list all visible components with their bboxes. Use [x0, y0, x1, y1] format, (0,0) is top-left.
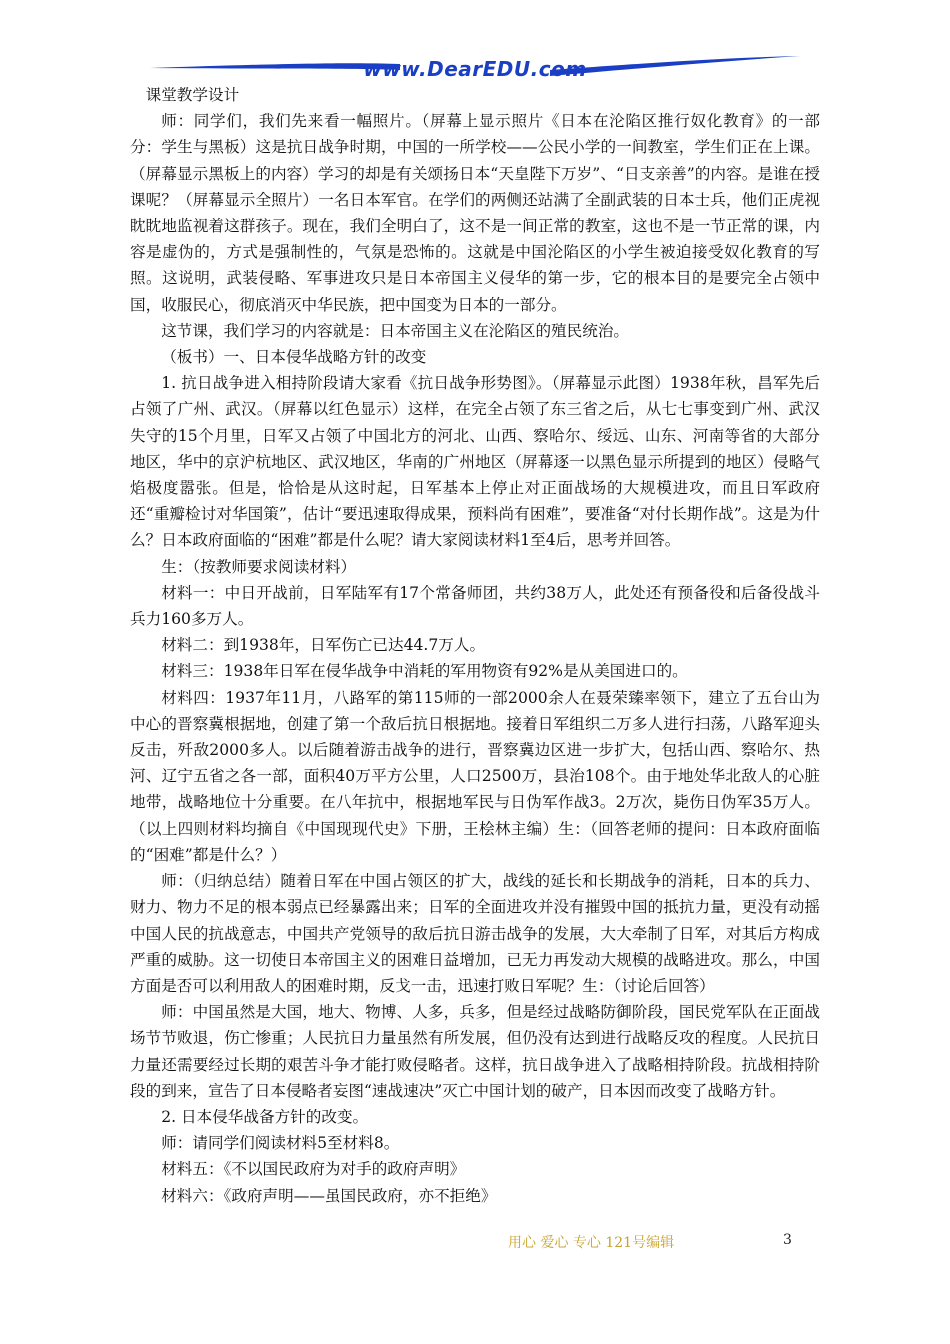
paragraph: 师：请同学们阅读材料5至材料8。	[161, 1134, 400, 1153]
section-title: 课堂教学设计	[145, 86, 240, 104]
paragraph: 材料四：1937年11月，八路军的第115师的一部2000余人在聂荣臻率领下，建立了五台山为中心的晋察冀根据地，创建了第一个敌后抗日根据地。接着日军组织二万多人进行扫荡，八路军迎头反击，歼敌2000多人。以后随着游击战争的进行，晋察冀边区进一步扩大，包括山西、察哈尔、热河、辽宁五省之各一部，面积40万平方公里，人口2500万，县治108个。由于地处华北敌人的心脏地带，战略地位十分重要。在八年抗中，根据地军民与日伪军作战3。2万次，毙伤日伪军35万人。（以上四则材料均摘自《中国现现代史》下册，王桧林主编）生：（回答老师的提问：日本政府面临的“困难”都是什么？）	[130, 688, 820, 864]
site-logo[interactable]: www.DearEDU.com	[363, 57, 587, 81]
paragraph: 这节课，我们学习的内容就是：日本帝国主义在沦陷区的殖民统治。	[161, 321, 630, 340]
paragraph: 师：中国虽然是大国，地大、物博、人多，兵多，但是经过战略防御阶段，国民党军队在正面战场节节败退，伤亡惨重；人民抗日力量虽然有所发展，但仍没有达到进行战略反攻的程度。人民抗日力量还需要经过长期的艰苦斗争才能打败侵略者。这样，抗日战争进入了战略相持阶段。抗战相持阶段的到来，宣告了日本侵略者妄图“速战速决”灭亡中国计划的破产，日本因而改变了战略方针。	[130, 1003, 820, 1100]
document-body	[130, 82, 820, 1209]
paragraph: 师：同学们，我们先来看一幅照片。（屏幕上显示照片《日本在沦陷区推行奴化教育》的一部分：学生与黑板）这是抗日战争时期，中国的一所学校——公民小学的一间教室，学生们正在上课。（屏幕显示黑板上的内容）学习的却是有关颂扬日本“天皇陛下万岁”、“日支亲善”的内容。是谁在授课呢？（屏幕显示全照片）一名日本军官。在学们的两侧还站满了全副武装的日本士兵，他们正虎视眈眈地监视着这群孩子。现在，我们全明白了，这不是一间正常的教室，这也不是一节正常的课，内容是虚伪的，方式是强制性的，气氛是恐怖的。这就是中国沦陷区的小学生被迫接受奴化教育的写照。这说明，武装侵略、军事进攻只是日本帝国主义侵华的第一步，它的根本目的是要完全占领中国，收服民心，彻底消灭中华民族，把中国变为日本的一部分。	[130, 112, 820, 314]
paragraph: 材料三：1938年日军在侵华战争中消耗的军用物资有92%是从美国进口的。	[161, 662, 688, 681]
paragraph: 师：（归纳总结）随着日军在中国占领区的扩大，战线的延长和长期战争的消耗，日本的兵力、财力、物力不足的根本弱点已经暴露出来；日军的全面进攻并没有摧毁中国的抵抗力量，更没有动摇中国人民的抗战意志，中国共产党领导的敌后抗日游击战争的发展，大大牵制了日军，对其后方构成严重的威胁。这一切使日本帝国主义的困难日益增加，已无力再发动大规模的战略进攻。那么，中国方面是否可以利用敌人的困难时期，反戈一击，迅速打败日军呢？生：（讨论后回答）	[130, 872, 820, 995]
paragraph: 材料五：《不以国民政府为对手的政府声明》	[161, 1160, 466, 1179]
footer-slogan: 用心 爱心 专心 121号编辑	[508, 1235, 675, 1251]
paragraph: 材料一：中日开战前，日军陆军有17个常备师团，共约38万人，此处还有预备役和后备役战斗兵力160多万人。	[130, 583, 820, 629]
paragraph: 材料六：《政府声明——虽国民政府，亦不拒绝》	[161, 1186, 497, 1205]
page-footer	[0, 1232, 950, 1256]
paragraph: 材料二：到1938年，日军伤亡已达44.7万人。	[161, 636, 486, 655]
paragraph: （板书）一、日本侵华战略方针的改变	[161, 348, 427, 367]
paragraph: 1. 抗日战争进入相持阶段请大家看《抗日战争形势图》。（屏幕显示此图）1938年秋，昌军先后占领了广州、武汉。（屏幕以红色显示）这样，在完全占领了东三省之后，从七七事变到广州、武汉失守的15个月里，日军又占领了中国北方的河北、山西、察哈尔、绥远、山东、河南等省的大部分地区，华中的京沪杭地区、武汉地区，华南的广州地区（屏幕逐一以黑色显示所提到的地区）侵略气焰极度嚣张。但是，恰恰是从这时起，日军基本上停止对正面战场的大规模进攻，而且日军政府还“重瓣检讨对华国策”，估计“要迅速取得成果，预料尚有困难”，要准备“对付长期作战”。这是为什么？日本政府面临的“困难”都是什么呢？请大家阅读材料1至4后，思考并回答。	[130, 374, 820, 550]
paragraph: 2. 日本侵华战备方针的改变。	[161, 1107, 369, 1126]
paragraph: 生：（按教师要求阅读材料）	[161, 557, 357, 576]
page-number: 3	[783, 1232, 792, 1248]
